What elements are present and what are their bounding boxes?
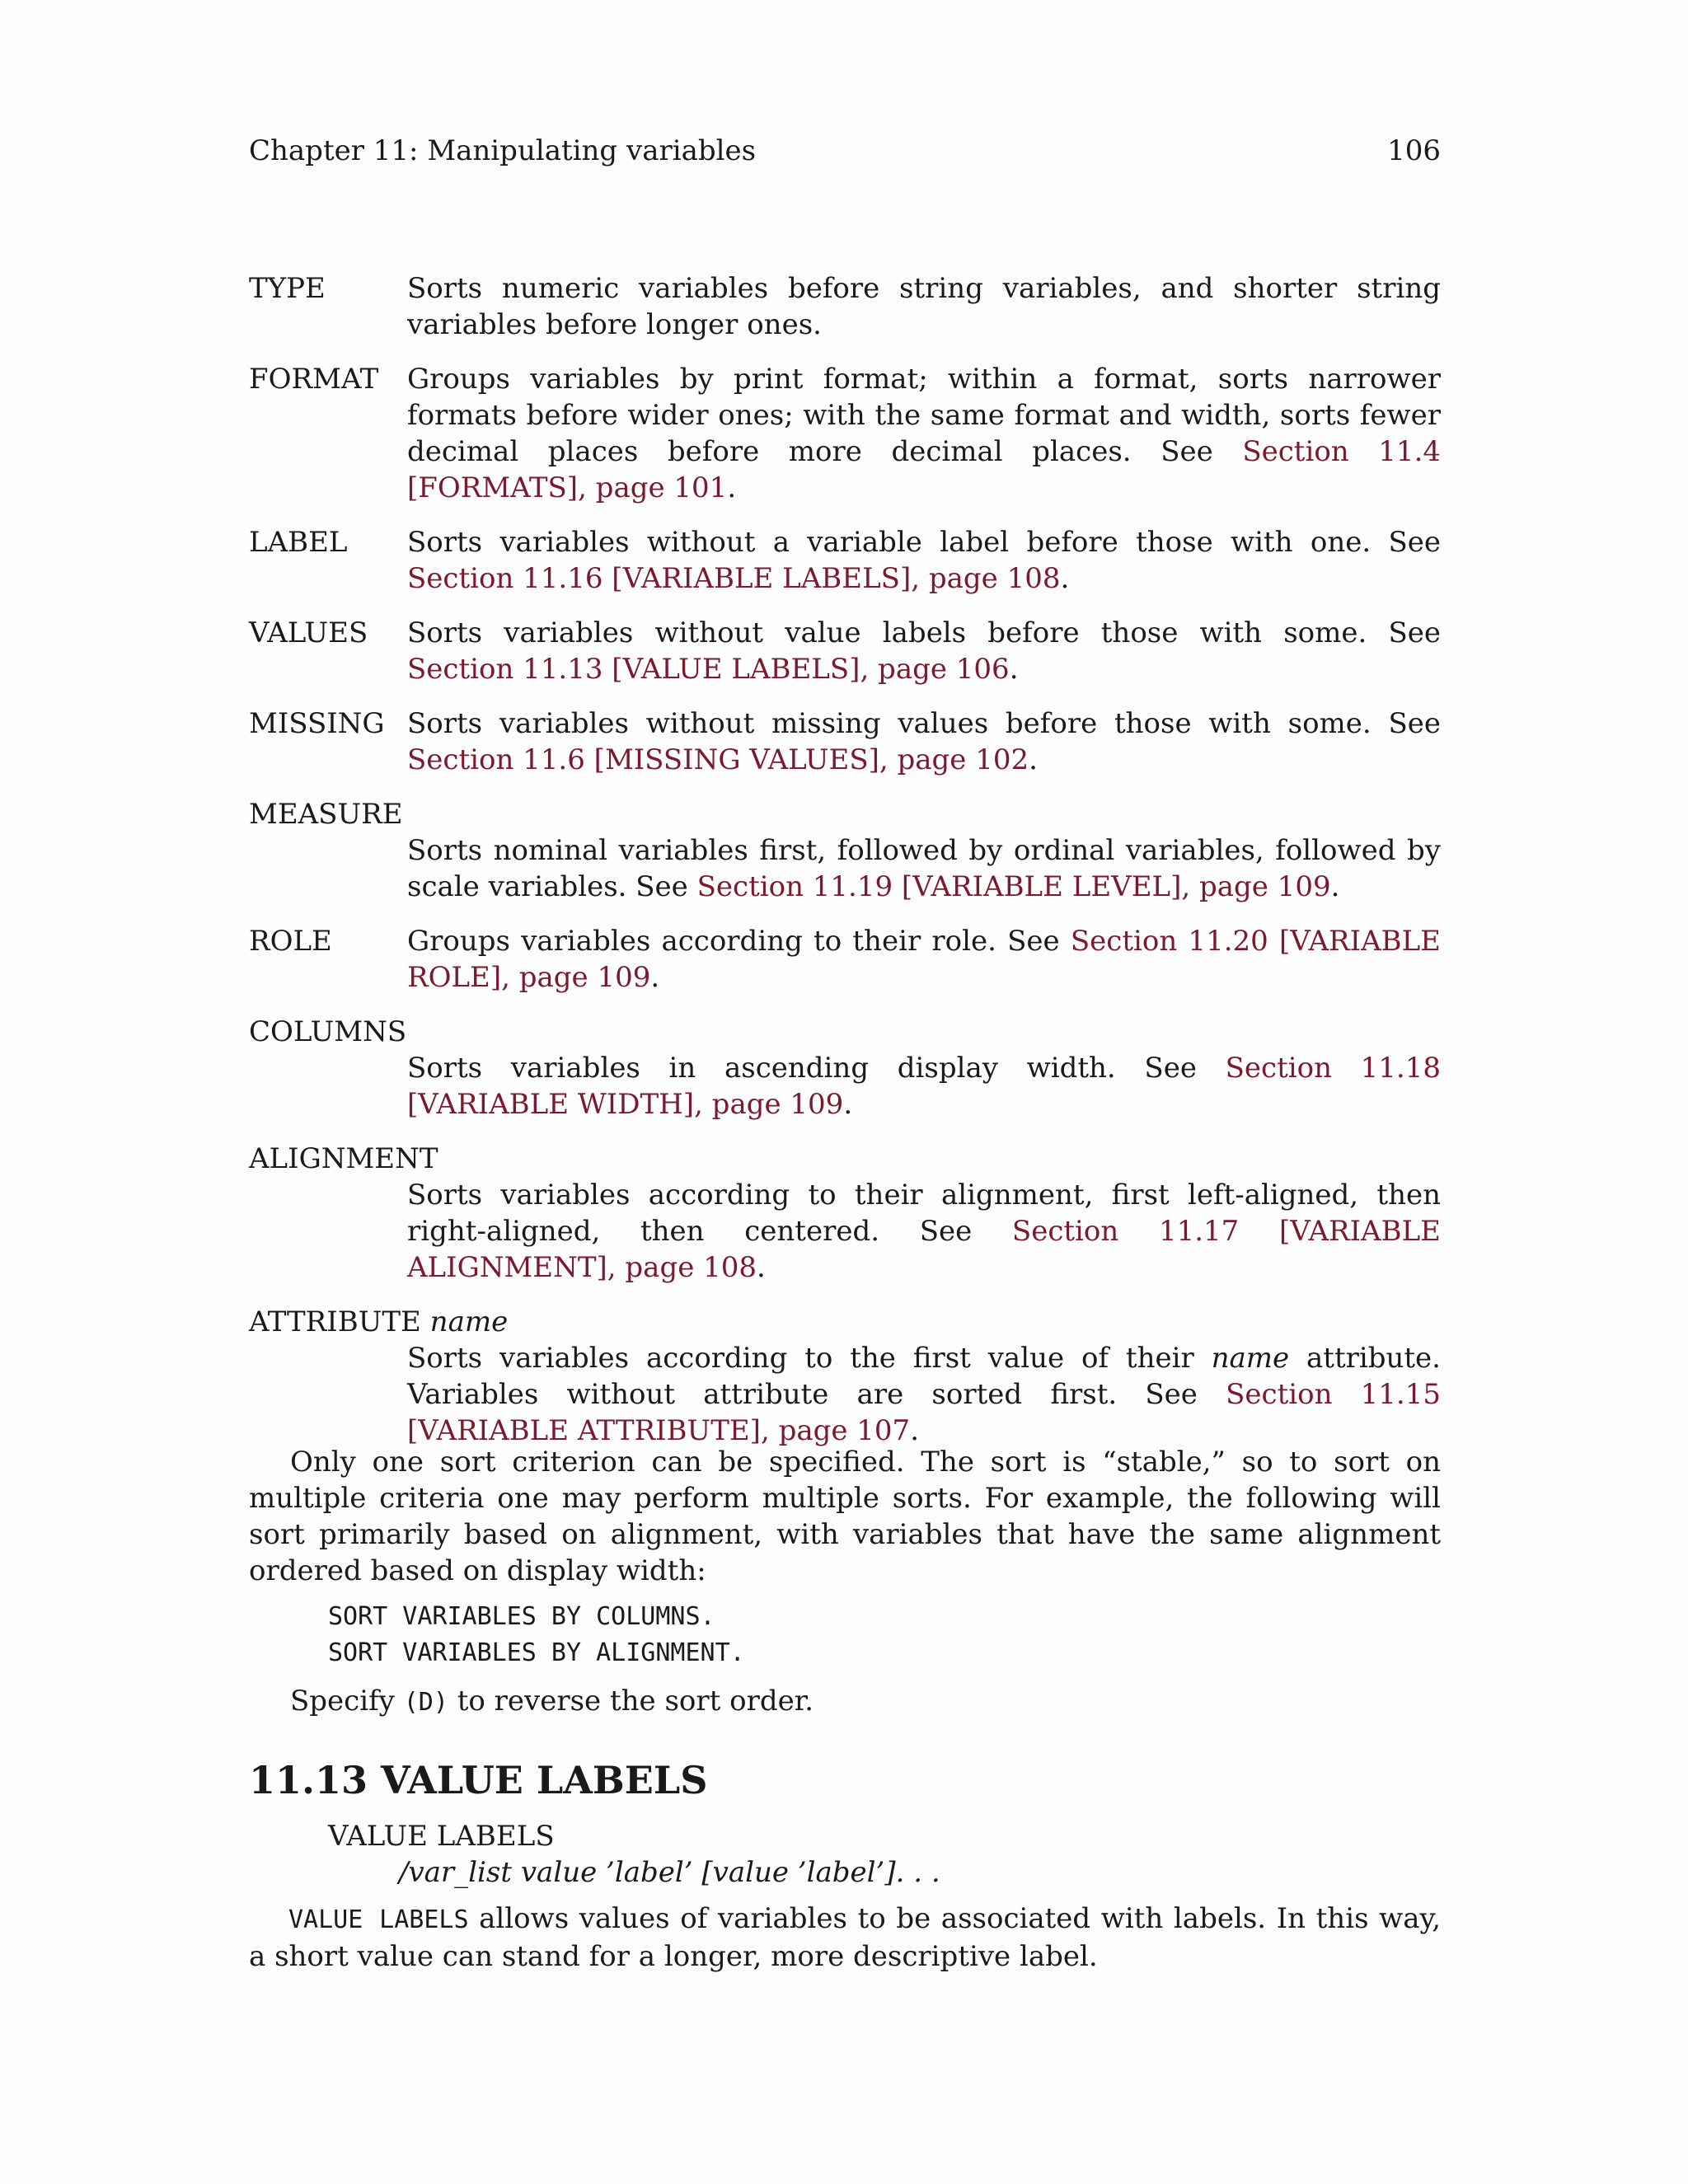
list-item [249, 615, 1441, 687]
definition [407, 832, 1441, 905]
list-item [249, 705, 1441, 778]
term-attribute-arg: name [429, 1305, 509, 1338]
definition-end: . [1330, 870, 1340, 903]
definition-text: Sorts variables without value labels before those with some. See [407, 616, 1441, 649]
definition [407, 361, 1441, 506]
section-heading: 11.13 VALUE LABELS [249, 1758, 708, 1802]
definition [407, 1340, 1441, 1449]
list-item [249, 1141, 1441, 1286]
term-label: LABEL [249, 526, 348, 559]
paragraph-value-labels-intro [249, 1900, 1441, 1975]
definition [407, 923, 1441, 996]
paragraph-text: allows values of variables to be associated with labels. In this way, a short value can stand for a longer, more descriptive label. [249, 1902, 1441, 1973]
list-item [249, 524, 1441, 597]
term-type: TYPE [249, 272, 326, 305]
list-item [249, 1304, 1441, 1449]
definition-end: . [843, 1088, 853, 1121]
definition-text: Sorts variables without missing values before those with some. See [407, 707, 1441, 740]
paragraph-reverse-order [249, 1683, 1441, 1721]
definition-text: Groups variables according to their role. See [407, 925, 1071, 958]
term-columns: COLUMNS [249, 1015, 407, 1048]
cross-reference-link[interactable]: Section 11.20 [VARIABLE ROLE], page 109 [407, 925, 1442, 994]
cross-reference-link[interactable]: Section 11.19 [VARIABLE LEVEL], page 109 [696, 870, 1331, 903]
cross-reference-link[interactable]: Section 11.16 [VARIABLE LABELS], page 108 [407, 562, 1061, 595]
definition-end: . [1009, 653, 1019, 686]
definition-text: Sorts numeric variables before string variables, and shorter string variables before longer ones. [407, 272, 1441, 341]
term-attribute-keyword: ATTRIBUTE [249, 1305, 421, 1338]
definition [407, 615, 1441, 687]
term-alignment: ALIGNMENT [249, 1142, 438, 1175]
command-synopsis [328, 1818, 940, 1891]
running-header [249, 130, 1441, 171]
definition-end: . [757, 1251, 766, 1284]
paragraph-sort-criterion: Only one sort criterion can be specified. The sort is “stable,” so to sort on multiple criteria one may perform multiple sorts. For example, the following will sort primarily based on alignment, with variables that have the same alignment ordered based on display width: [249, 1446, 1441, 1587]
definition [407, 270, 1441, 343]
term-format: FORMAT [249, 363, 379, 396]
list-item [249, 796, 1441, 905]
definition [407, 524, 1441, 597]
definition-arg: name [1211, 1342, 1290, 1375]
paragraph-text: Specify [290, 1685, 404, 1718]
term-attribute [249, 1304, 1441, 1340]
definition-text: Sorts variables in ascending display width. See [407, 1052, 1226, 1085]
inline-code: (D) [403, 1688, 448, 1717]
list-item [249, 923, 1441, 996]
sort-criteria-list [249, 270, 1441, 1467]
cross-reference-link[interactable]: Section 11.4 [FORMATS], page 101 [407, 435, 1442, 504]
list-item [249, 270, 1441, 343]
cross-reference-link[interactable]: Section 11.18 [VARIABLE WIDTH], page 109 [407, 1052, 1441, 1121]
definition [407, 1050, 1441, 1122]
cross-reference-link[interactable]: Section 11.13 [VALUE LABELS], page 106 [407, 653, 1010, 686]
definition-text: Groups variables by print format; within a format, sorts narrower formats before wider ones; with the same format and width, sorts fewer decimal places before more decimal places. See [407, 363, 1441, 468]
definition [407, 705, 1441, 778]
code-line: SORT VARIABLES BY COLUMNS. [328, 1602, 715, 1631]
cross-reference-link[interactable]: Section 11.6 [MISSING VALUES], page 102 [407, 743, 1029, 776]
definition-text-cont: attribute. Variables without attribute are sorted first. See [407, 1342, 1441, 1411]
definition-end: . [650, 961, 660, 994]
code-line: SORT VARIABLES BY ALIGNMENT. [328, 1638, 745, 1667]
term-values: VALUES [249, 616, 368, 649]
synopsis-command: VALUE LABELS [328, 1820, 555, 1853]
definition-text: Sorts variables according to the first value of their [407, 1342, 1212, 1375]
paragraph-text-cont: to reverse the sort order. [448, 1685, 814, 1718]
definition-end: . [727, 471, 737, 504]
definition [407, 1177, 1441, 1286]
chapter-title: Chapter 11: Manipulating variables [249, 134, 757, 167]
synopsis-arguments: /var_list value ’label’ [value ’label’]. . . [399, 1856, 940, 1889]
list-item [249, 1014, 1441, 1122]
definition-end: . [1029, 743, 1038, 776]
page-number: 106 [1387, 134, 1441, 167]
definition-end: . [1060, 562, 1070, 595]
cross-reference-link[interactable]: Section 11.17 [VARIABLE ALIGNMENT], page 108 [407, 1215, 1441, 1284]
list-item [249, 361, 1441, 506]
definition-end: . [910, 1414, 920, 1447]
code-example [328, 1599, 745, 1671]
definition-text: Sorts variables without a variable label before those with one. See [407, 526, 1441, 559]
definition-text: Sorts nominal variables first, followed by ordinal variables, followed by scale variables. See [407, 834, 1441, 903]
term-measure: MEASURE [249, 798, 403, 831]
term-role: ROLE [249, 925, 332, 958]
term-missing: MISSING [249, 707, 385, 740]
inline-code: VALUE LABELS [288, 1905, 469, 1934]
cross-reference-link[interactable]: Section 11.15 [VARIABLE ATTRIBUTE], page 107 [407, 1378, 1441, 1447]
definition-text: Sorts variables according to their alignment, first left-aligned, then right-aligned, then centered. See [407, 1179, 1441, 1248]
